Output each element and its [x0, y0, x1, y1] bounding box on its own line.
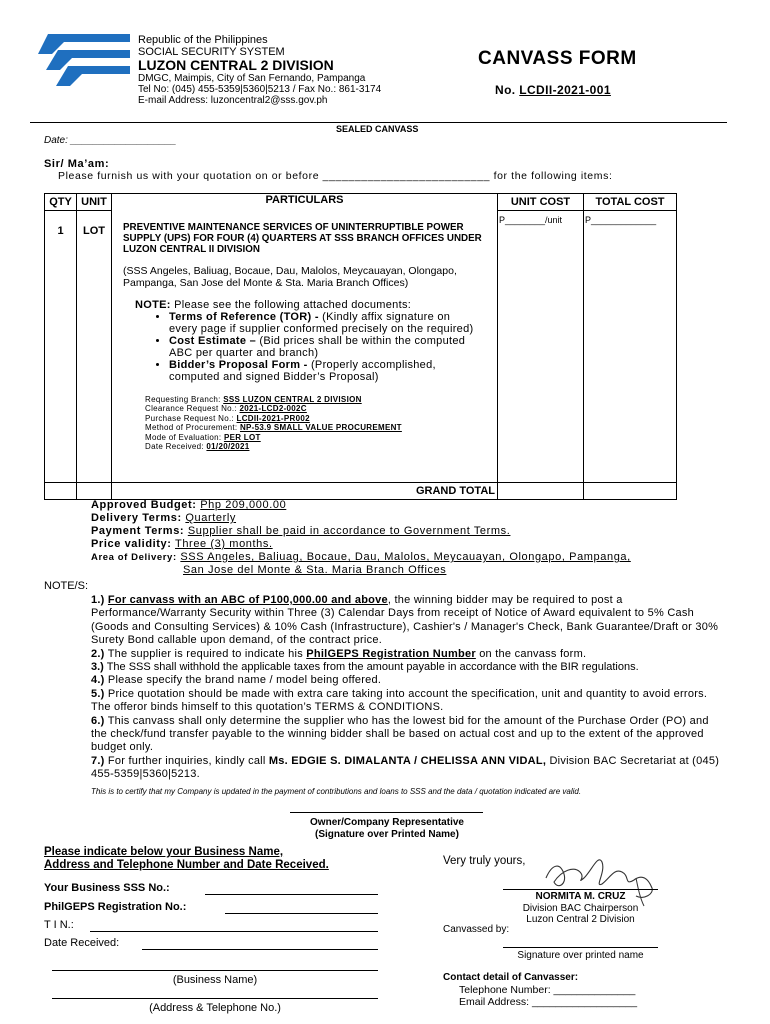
- header-divider: [30, 122, 727, 123]
- note-item: 3.) The SSS shall withhold the applicable taxes from the amount payable in accordance with the BIR regulations.: [91, 661, 639, 674]
- business-address-caption: (Address & Telephone No.): [149, 1002, 281, 1014]
- notes-list: [91, 594, 725, 782]
- header-republic: Republic of the Philippines: [138, 34, 268, 46]
- canvassed-by-label: Canvassed by:: [443, 924, 510, 935]
- date-received-label: Date Received:: [44, 937, 120, 949]
- request-details: [145, 395, 495, 452]
- header-qty: QTY: [45, 194, 77, 211]
- signatory-division: Luzon Central 2 Division: [526, 914, 635, 925]
- canvasser-phone-field[interactable]: Telephone Number: ______________: [459, 984, 636, 996]
- sealed-canvass-label: SEALED CANVASS: [336, 124, 419, 134]
- terms-block: [91, 499, 631, 577]
- owner-signature-line[interactable]: [290, 812, 483, 813]
- header-particulars: PARTICULARS: [112, 194, 498, 211]
- form-number: No. LCDII-2021-001: [495, 83, 611, 97]
- list-item: • Terms of Reference (TOR) - (Kindly affix signature on every page if supplier conformed precisely on the required): [169, 311, 474, 335]
- area-of-delivery-cont: San Jose del Monte & Sta. Maria Branch Offices: [183, 564, 447, 576]
- items-table: [44, 193, 677, 500]
- note-item: 1.) For canvass with an ABC of P100,000.00 and above, the winning bidder may be required to post a Performance/Warranty Security within Three (3) Calendar Days from receipt of Notice of Award equivalent to 5% Cash (Goods and Consulting Services) & 10% Cash (Infrastructure), Cashier's / Manager's Check, Bank Guarantee/Draft or 30% Surety Bond callable upon demand, of the contract price.: [91, 594, 719, 647]
- grand-total-value-cell[interactable]: [584, 483, 677, 500]
- clearance-request: Clearance Request No.: 2021-LCD2-002C: [145, 404, 307, 413]
- purchase-request: Purchase Request No.: LCDII-2021-PR002: [145, 413, 310, 423]
- sss-logo: [38, 34, 130, 90]
- business-sss-label: Your Business SSS No.:: [44, 882, 170, 894]
- signatory-line: [503, 889, 658, 890]
- business-name-caption: (Business Name): [172, 974, 258, 986]
- attachments-note: NOTE: Please see the following attached documents:: [135, 298, 412, 311]
- contact-heading: Contact detail of Canvasser:: [443, 972, 579, 983]
- date-field[interactable]: Date: ___________________: [44, 135, 177, 146]
- canvasser-signature-line[interactable]: [503, 947, 658, 948]
- intro-text: Please furnish us with your quotation on or before __________________________ for the following items:: [58, 170, 613, 182]
- business-address-field[interactable]: [52, 998, 378, 999]
- salutation: Sir/ Ma’am:: [44, 158, 110, 170]
- header-email: E-mail Address: luzoncentral2@sss.gov.ph: [138, 95, 328, 106]
- note-item: 4.) Please specify the brand name / model being offered.: [91, 674, 382, 687]
- signatory-name: NORMITA M. CRUZ: [535, 891, 626, 902]
- form-title: CANVASS FORM: [478, 48, 637, 69]
- date-received-field[interactable]: [142, 949, 378, 950]
- notes-label: NOTE/S:: [44, 580, 89, 592]
- unit-cost-cell[interactable]: P________/unit: [498, 211, 584, 483]
- signatory-title: Division BAC Chairperson: [522, 903, 639, 914]
- price-validity: Price validity: Three (3) months.: [91, 538, 273, 550]
- header-division: LUZON CENTRAL 2 DIVISION: [138, 57, 334, 73]
- table-header-row: [45, 194, 677, 211]
- procurement-method: Method of Procurement: NP-53.9 SMALL VALUE PROCUREMENT: [145, 423, 402, 432]
- qty-cell: 1: [45, 211, 77, 483]
- tin-label: T I N.:: [44, 919, 74, 931]
- canvasser-email-field[interactable]: Email Address: __________________: [459, 996, 638, 1008]
- note-item: 6.) This canvass shall only determine the supplier who has the lowest bid for the amount of the Purchase Order (PO) and the check/fund transfer payable to the winning bidder shall be based on actual cost and up to the extent of the approved budget only.: [91, 714, 709, 754]
- business-sss-field[interactable]: [205, 894, 378, 895]
- approved-budget: Approved Budget: Php 209,000.00: [91, 499, 287, 511]
- tin-field[interactable]: [90, 931, 378, 932]
- area-of-delivery: Area of Delivery: SSS Angeles, Baliuag, Bocaue, Dau, Malolos, Meycauayan, Olongapo, Pampanga,: [91, 551, 631, 563]
- header-sss: SOCIAL SECURITY SYSTEM: [138, 46, 285, 58]
- table-row: [45, 211, 677, 483]
- requesting-branch: Requesting Branch: SSS LUZON CENTRAL 2 DIVISION: [145, 394, 362, 404]
- item-title: PREVENTIVE MAINTENANCE SERVICES OF UNINTERRUPTIBLE POWER SUPPLY (UPS) FOR FOUR (4) QUARTERS AT SSS BRANCH OFFICES UNDER LUZON CENTRAL II DIVISION: [123, 221, 482, 255]
- business-heading: Please indicate below your Business Name, Address and Telephone Number and Date Received.: [44, 846, 329, 871]
- evaluation-mode: Mode of Evaluation: PER LOT: [145, 432, 261, 442]
- header-unit: UNIT: [77, 194, 112, 211]
- header-address: DMGC, Maimpis, City of San Fernando, Pampanga: [138, 73, 366, 84]
- philgeps-field[interactable]: [225, 913, 378, 914]
- attachments-list: [123, 311, 474, 383]
- header-telephone: Tel No: (045) 455-5359|5360|5213 / Fax No.: 861-3174: [138, 84, 382, 95]
- business-name-field[interactable]: [52, 970, 378, 971]
- payment-terms: Payment Terms: Supplier shall be paid in accordance to Government Terms.: [91, 525, 511, 537]
- grand-total-label: GRAND TOTAL: [112, 483, 498, 500]
- list-item: • Bidder’s Proposal Form - (Properly accomplished, computed and signed Bidder’s Proposal): [169, 359, 474, 383]
- particulars-cell: [112, 211, 498, 483]
- canvasser-signature-caption: Signature over printed name: [517, 950, 644, 961]
- closing-text: Very truly yours,: [443, 855, 526, 867]
- note-item: 2.) The supplier is required to indicate his PhilGEPS Registration Number on the canvass form.: [91, 647, 587, 660]
- unit-cell: LOT: [77, 211, 112, 483]
- header-unit-cost: UNIT COST: [498, 194, 584, 211]
- delivery-terms: Delivery Terms: Quarterly: [91, 512, 237, 524]
- philgeps-label: PhilGEPS Registration No.:: [44, 901, 187, 913]
- list-item: • Cost Estimate – (Bid prices shall be within the computed ABC per quarter and branch): [169, 335, 474, 359]
- note-item: 5.) Price quotation should be made with extra care taking into account the specification, unit and quantity to avoid errors. The offeror binds himself to this quotation’s TERMS & CONDITIONS.: [91, 687, 708, 714]
- date-received-detail: Date Received: 01/20/2021: [145, 442, 250, 451]
- certification-text: This is to certify that my Company is updated in the payment of contributions and loans to SSS and the data / quotation indicated are valid.: [91, 787, 582, 796]
- grand-total-unit-cell: [498, 483, 584, 500]
- owner-caption: Owner/Company Representative (Signature over Printed Name): [310, 817, 464, 840]
- grand-total-row: [45, 483, 677, 500]
- total-cost-cell[interactable]: P_____________: [584, 211, 677, 483]
- note-item: 7.) For further inquiries, kindly call Ms. EDGIE S. DIMALANTA / CHELISSA ANN VIDAL, Division BAC Secretariat at (045) 455-5359|5360|5213.: [91, 754, 720, 781]
- item-branches: (SSS Angeles, Baliuag, Bocaue, Dau, Malolos, Meycauayan, Olongapo, Pampanga, San Jose del Monte & Sta. Maria Branch Offices): [123, 264, 457, 289]
- header-total-cost: TOTAL COST: [584, 194, 677, 211]
